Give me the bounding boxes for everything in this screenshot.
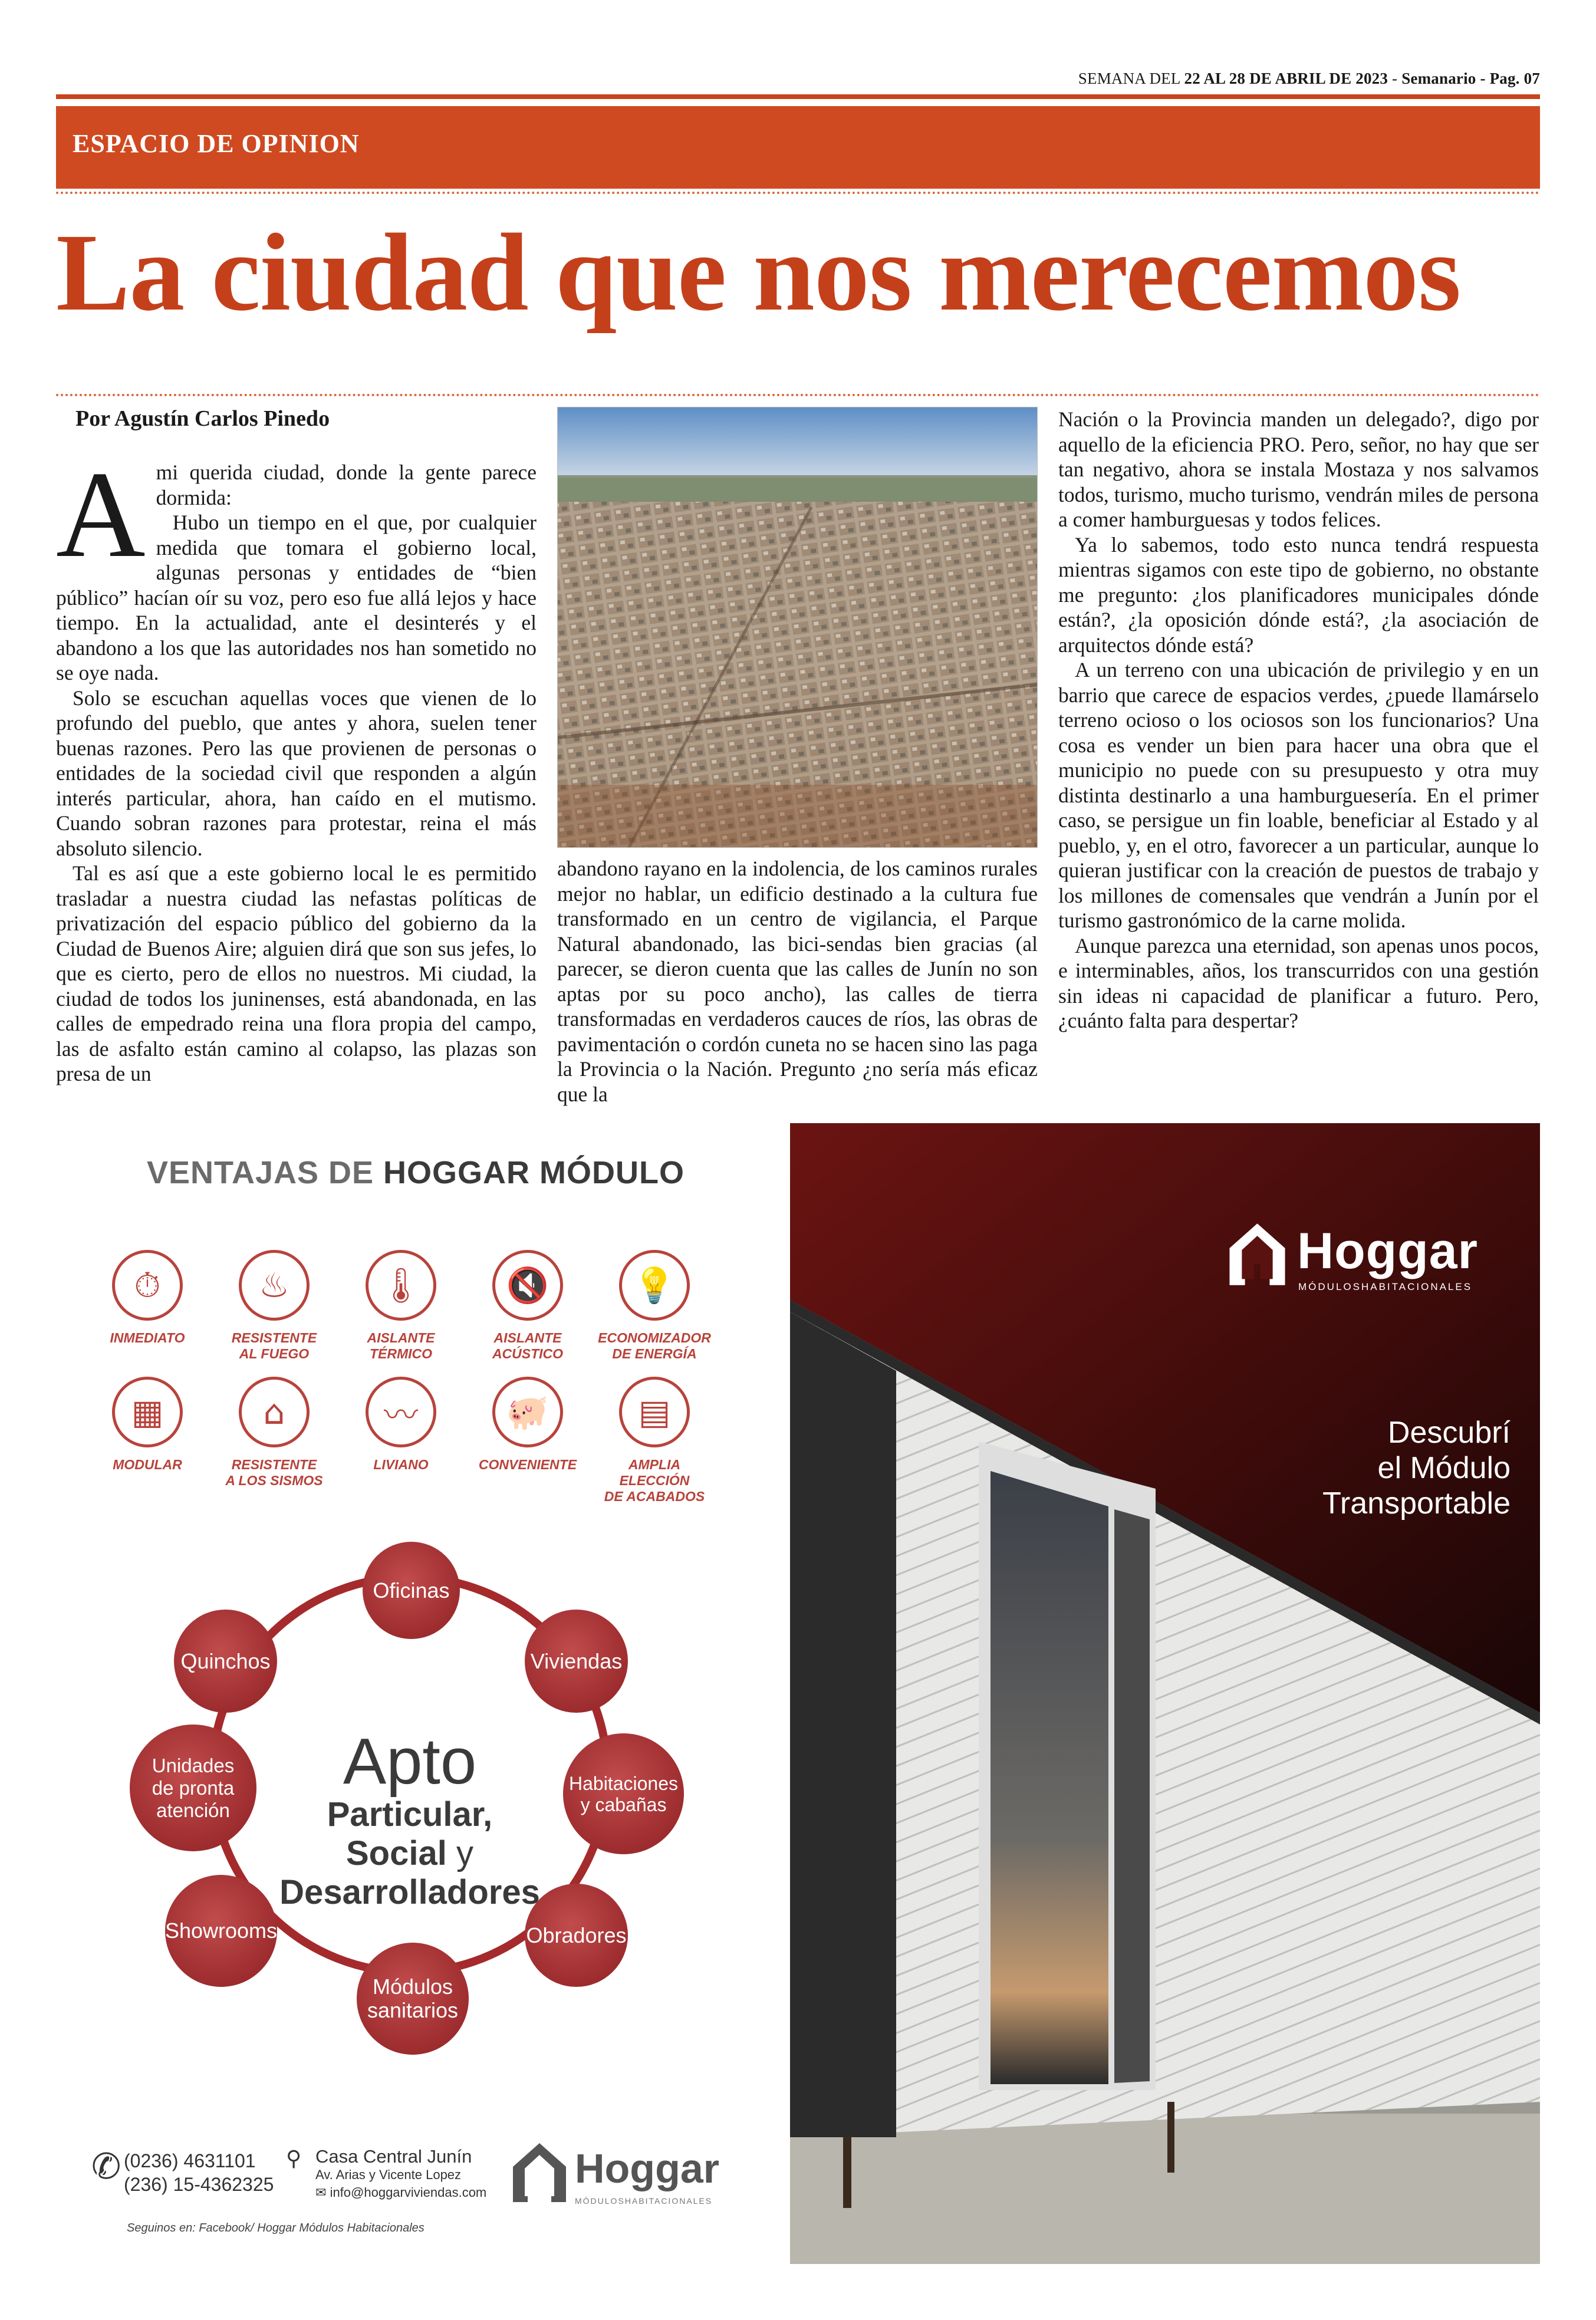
feature-label: CONVENIENTE bbox=[478, 1457, 577, 1472]
paragraph: Ya lo sabemos, todo esto nunca tendrá respuesta mientras sigamos con este tipo de gobierno, no obstante me pregunto: ¿los planificadores municipales dónde están?, ¿la oposición dónde está?, ¿la asociación de arquitectos dónde está? bbox=[1058, 532, 1539, 657]
feature-inmediato bbox=[85, 1250, 209, 1346]
use-node bbox=[357, 1943, 469, 2055]
article-column-3 bbox=[1058, 407, 1539, 1034]
fire-icon: ♨ bbox=[239, 1250, 310, 1321]
byline: Por Agustín Carlos Pinedo bbox=[75, 406, 330, 431]
use-node bbox=[174, 1610, 277, 1713]
use-node bbox=[165, 1875, 277, 1987]
hoggar-advantages-ad bbox=[56, 1144, 775, 2264]
use-label: Unidades de pronta atención bbox=[152, 1754, 235, 1821]
brand-name: Hoggar bbox=[1297, 1223, 1478, 1279]
header-rule bbox=[56, 94, 1540, 99]
ad-title-brand: HOGGAR MÓDULO bbox=[383, 1155, 685, 1190]
headline: La ciudad que nos merecemos bbox=[56, 210, 1461, 334]
feature-label: INMEDIATO bbox=[110, 1330, 185, 1345]
slogan-line: Transportable bbox=[1322, 1486, 1511, 1521]
use-label: Showrooms bbox=[164, 1918, 278, 1943]
feature-label: AMPLIA ELECCIÓN DE ACABADOS bbox=[604, 1457, 705, 1504]
feature-sismos bbox=[212, 1377, 336, 1489]
office-address: Av. Arias y Vicente Lopez bbox=[315, 2167, 462, 2182]
speaker-mute-icon: 🔇 bbox=[492, 1250, 563, 1321]
paragraph: A un terreno con una ubicación de privilegio y en un barrio que carece de espacios verdes, ¿puede llamárselo terreno ocioso o los ociosos son los funcionarios? Una cosa es vender un bien para hacer una obra que el municipio no puede con su presupuesto y otra muy distinta destinarlo a una hamburguesería. En el primer caso, se persigue un fin loable, beneficiar al Estado y al pueblo, y, en el otro, favorecer a un particular, aunque lo quieran justificar con la creación de puestos de trabajo y los millones de comensales que vendrán a Junín por el turismo gastronómico de la carne molida. bbox=[1058, 658, 1539, 932]
stopwatch-icon: ⏱ bbox=[112, 1250, 183, 1321]
email: info@hoggarviviendas.com bbox=[330, 2185, 487, 2200]
apto-line-y: y bbox=[446, 1834, 473, 1873]
dotted-divider bbox=[56, 394, 1540, 396]
feature-modular bbox=[85, 1377, 209, 1473]
feature-conveniente bbox=[466, 1377, 590, 1473]
modules-icon: ▦ bbox=[112, 1377, 183, 1447]
use-label: Módulos sanitarios bbox=[367, 1975, 459, 2022]
use-node bbox=[563, 1733, 684, 1854]
article-column-2 bbox=[557, 856, 1038, 1107]
feature-acustico bbox=[466, 1250, 590, 1362]
page-number: - Pag. 07 bbox=[1480, 70, 1540, 87]
phones bbox=[124, 2149, 274, 2196]
apto-title: Apto bbox=[343, 1725, 477, 1798]
house-quake-icon: ⌂ bbox=[239, 1377, 310, 1447]
feature-energia bbox=[593, 1250, 716, 1362]
feature-fuego bbox=[212, 1250, 336, 1362]
use-node bbox=[130, 1725, 256, 1851]
feature-acabados bbox=[593, 1377, 716, 1505]
feature-liviano bbox=[339, 1377, 463, 1473]
feather-icon: 〰 bbox=[366, 1377, 436, 1447]
slogan bbox=[1322, 1415, 1511, 1521]
paragraph: abandono rayano en la indolencia, de los caminos rurales mejor no hablar, un edificio destinado a la cultura fue transformado en un centro de vigilancia, el Parque Natural abandonado, las bici-sendas bien gracias (al parecer, se dieron cuenta que las calles de Junín no son aptas por su poco ancho), las calles de tierra transformadas en verdaderos cauces de ríos, las obras de pavimentación o cordón cuneta no se hacen sino las paga la Provincia o la Nación. Pregunto ¿no sería más eficaz que la bbox=[557, 857, 1038, 1106]
brand-tagline: MÓDULOSHABITACIONALES bbox=[1298, 1281, 1473, 1292]
slogan-line: el Módulo bbox=[1377, 1451, 1511, 1485]
envelope-icon: ✉ bbox=[315, 2185, 327, 2200]
thermometer-icon: 🌡 bbox=[366, 1250, 436, 1321]
feature-label: AISLANTE TÉRMICO bbox=[367, 1330, 435, 1361]
use-label: Habitaciones y cabañas bbox=[569, 1772, 678, 1815]
dotted-divider bbox=[56, 192, 1540, 194]
paragraph: Nación o la Provincia manden un delegado?, digo por aquello de la eficiencia PRO. Pero, señor, no hay que ser tan negativo, ahora se instala Mostaza y nos salvamos todos, turismo, mucho turismo, vendrán miles de persona a comer hamburguesas y todos felices. bbox=[1058, 407, 1539, 531]
hoggar-transportable-ad bbox=[790, 1123, 1540, 2264]
paragraph: mi querida ciudad, donde la gente parece dormida: bbox=[156, 460, 537, 509]
feature-label: MODULAR bbox=[113, 1457, 182, 1472]
slogan-line: Descubrí bbox=[1387, 1416, 1511, 1450]
feature-label: AISLANTE ACÚSTICO bbox=[492, 1330, 564, 1361]
apto-line: Social bbox=[346, 1834, 447, 1873]
feature-label: LIVIANO bbox=[373, 1457, 429, 1472]
publication-name: Semanario bbox=[1401, 70, 1476, 87]
drop-cap: A bbox=[56, 446, 146, 583]
feature-termico bbox=[339, 1250, 463, 1362]
use-label: Obradores bbox=[526, 1923, 627, 1947]
paragraph: Solo se escuchan aquellas voces que vienen de lo profundo del pueblo, que antes y ahora, suelen tener buenas razones. Pero las que provienen de personas o entidades de la sociedad civil que responden a algún interés particular, ahora, han caído en el mutismo. Cuando sobran razones para protestar, reina el más absoluto silencio. bbox=[56, 686, 537, 860]
feature-label: RESISTENTE AL FUEGO bbox=[231, 1330, 317, 1361]
paragraph: Hubo un tiempo en el que, por cualquier medida que tomara el gobierno local, algunas personas y entidades de “bien público” hacían oír su voz, pero eso fue allá lejos y hace tiempo. En la actualidad, ante el desinterés y el abandono a los que las autoridades nos han sometido no se oye nada. bbox=[56, 511, 537, 685]
feature-label: RESISTENTE A LOS SISMOS bbox=[225, 1457, 323, 1488]
apto-line: Particular, bbox=[327, 1795, 493, 1834]
apto-line: Desarrolladores bbox=[279, 1873, 540, 1911]
phone-icon: ✆ bbox=[91, 2147, 121, 2186]
issue-info bbox=[0, 70, 1540, 88]
office-name: Casa Central Junín bbox=[315, 2146, 472, 2167]
location-pin-icon: ⚲ bbox=[286, 2146, 302, 2170]
lightbulb-icon: 💡 bbox=[619, 1250, 690, 1321]
use-label: Viviendas bbox=[530, 1648, 623, 1673]
paragraph: Tal es así que a este gobierno local le es permitido trasladar a nuestra ciudad las nefastas políticas de privatización del espacio público del gobierno da la Ciudad de Buenos Aire; alguien dirá que son sus jefes, lo que es cierto, pero de ellos no nuestros. Mi ciudad, la ciudad de todos los juninenses, está abandonada, en las calles de empedrado reina una flora propia del campo, las de asfalto están camino al colapso, las plazas son presa de un bbox=[56, 861, 537, 1085]
bricks-icon: ▤ bbox=[619, 1377, 690, 1447]
use-node bbox=[525, 1610, 628, 1713]
apto-block bbox=[262, 1727, 557, 1912]
article-column-1 bbox=[56, 446, 537, 1087]
paragraph: Aunque parezca una eternidad, son apenas unos pocos, e interminables, años, los transcurridos con una gestión sin ideas ni capacidad de planificar a futuro. Pero, ¿cuánto falta para despertar? bbox=[1058, 933, 1539, 1032]
phone-1: (0236) 4631101 bbox=[124, 2150, 256, 2171]
aerial-city-photo bbox=[557, 407, 1038, 848]
phone-2: (236) 15-4362325 bbox=[124, 2174, 274, 2195]
issue-prefix: SEMANA DEL bbox=[1078, 70, 1184, 87]
use-node bbox=[363, 1542, 460, 1639]
address-block bbox=[315, 2146, 486, 2200]
use-label: Quinchos bbox=[180, 1648, 271, 1673]
module-photo bbox=[790, 1123, 1540, 2264]
social-line: Seguinos en: Facebook/ Hoggar Módulos Habitacionales bbox=[127, 2222, 424, 2235]
hoggar-logo-icon bbox=[510, 2140, 569, 2205]
brand-tagline: MÓDULOSHABITACIONALES bbox=[575, 2196, 713, 2206]
feature-label: ECONOMIZADOR DE ENERGÍA bbox=[598, 1330, 711, 1361]
section-label: ESPACIO DE OPINION bbox=[73, 129, 360, 158]
issue-sep: - bbox=[1388, 70, 1398, 87]
ad-title bbox=[56, 1154, 775, 1191]
hoggar-logo-icon bbox=[1226, 1220, 1288, 1288]
use-label: Oficinas bbox=[373, 1578, 450, 1602]
ad-title-prefix: VENTAJAS DE bbox=[146, 1155, 384, 1190]
piggy-bank-icon: 🐖 bbox=[492, 1377, 563, 1447]
issue-dates: 22 AL 28 DE ABRIL DE 2023 bbox=[1184, 70, 1388, 87]
brand-name: Hoggar bbox=[575, 2145, 719, 2191]
